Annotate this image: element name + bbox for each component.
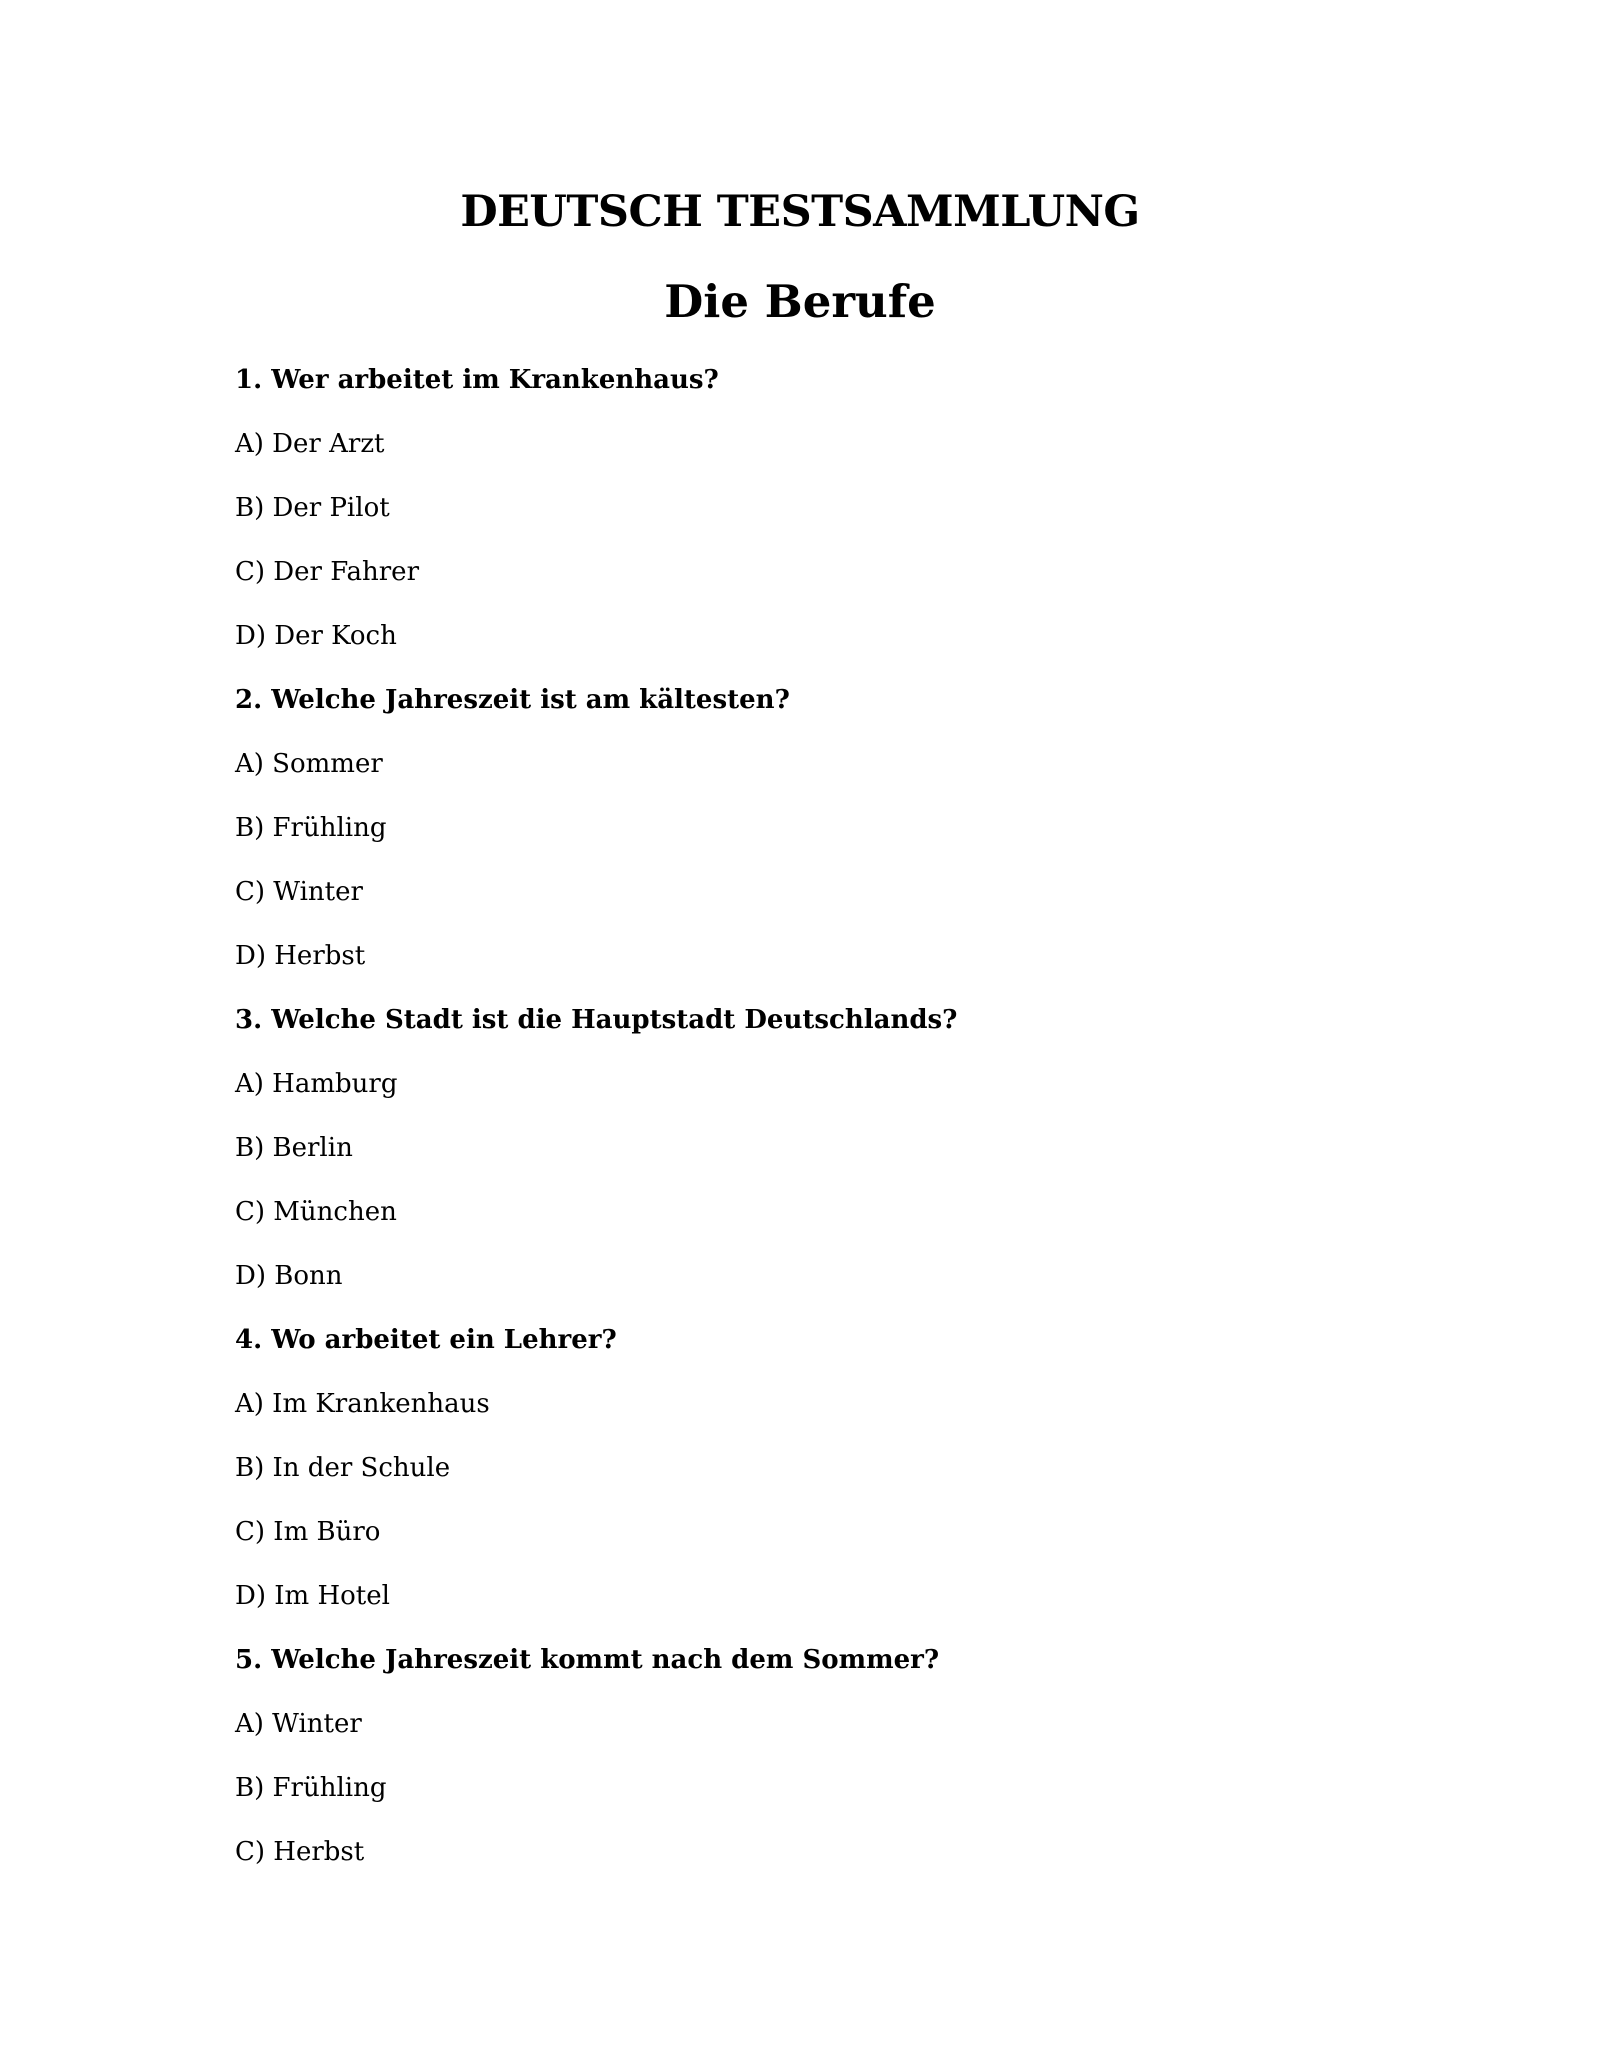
question-text: 3. Welche Stadt ist die Hauptstadt Deutschlands? [235, 1005, 958, 1035]
answer-option-b: B) Der Pilot [235, 493, 390, 523]
answer-option-a: A) Sommer [235, 749, 383, 779]
answer-option-b: B) Frühling [235, 813, 387, 843]
question-1 [235, 362, 1435, 682]
answer-option-c: C) Im Büro [235, 1517, 381, 1547]
question-text: 5. Welche Jahreszeit kommt nach dem Sommer? [235, 1645, 940, 1675]
document-subtitle: Die Berufe [664, 275, 936, 328]
question-4 [235, 1322, 1435, 1642]
answer-option-d: D) Herbst [235, 941, 366, 971]
answer-option-c: C) Herbst [235, 1837, 365, 1867]
answer-option-d: D) Im Hotel [235, 1581, 390, 1611]
answer-option-a: A) Winter [235, 1709, 362, 1739]
answer-option-c: C) Winter [235, 877, 363, 907]
question-2 [235, 682, 1435, 1002]
answer-option-a: A) Der Arzt [235, 429, 385, 459]
answer-option-d: D) Der Koch [235, 621, 397, 651]
question-text: 4. Wo arbeitet ein Lehrer? [235, 1325, 617, 1355]
question-list [235, 362, 1435, 1898]
document-title: DEUTSCH TESTSAMMLUNG [460, 187, 1140, 237]
answer-option-b: B) Berlin [235, 1133, 353, 1163]
question-3 [235, 1002, 1435, 1322]
question-text: 1. Wer arbeitet im Krankenhaus? [235, 365, 719, 395]
answer-option-d: D) Bonn [235, 1261, 343, 1291]
answer-option-a: A) Hamburg [235, 1069, 398, 1099]
question-5 [235, 1642, 1435, 1898]
answer-option-a: A) Im Krankenhaus [235, 1389, 490, 1419]
answer-option-b: B) In der Schule [235, 1453, 451, 1483]
answer-option-c: C) München [235, 1197, 397, 1227]
answer-option-b: B) Frühling [235, 1773, 387, 1803]
question-text: 2. Welche Jahreszeit ist am kältesten? [235, 685, 790, 715]
answer-option-c: C) Der Fahrer [235, 557, 419, 587]
